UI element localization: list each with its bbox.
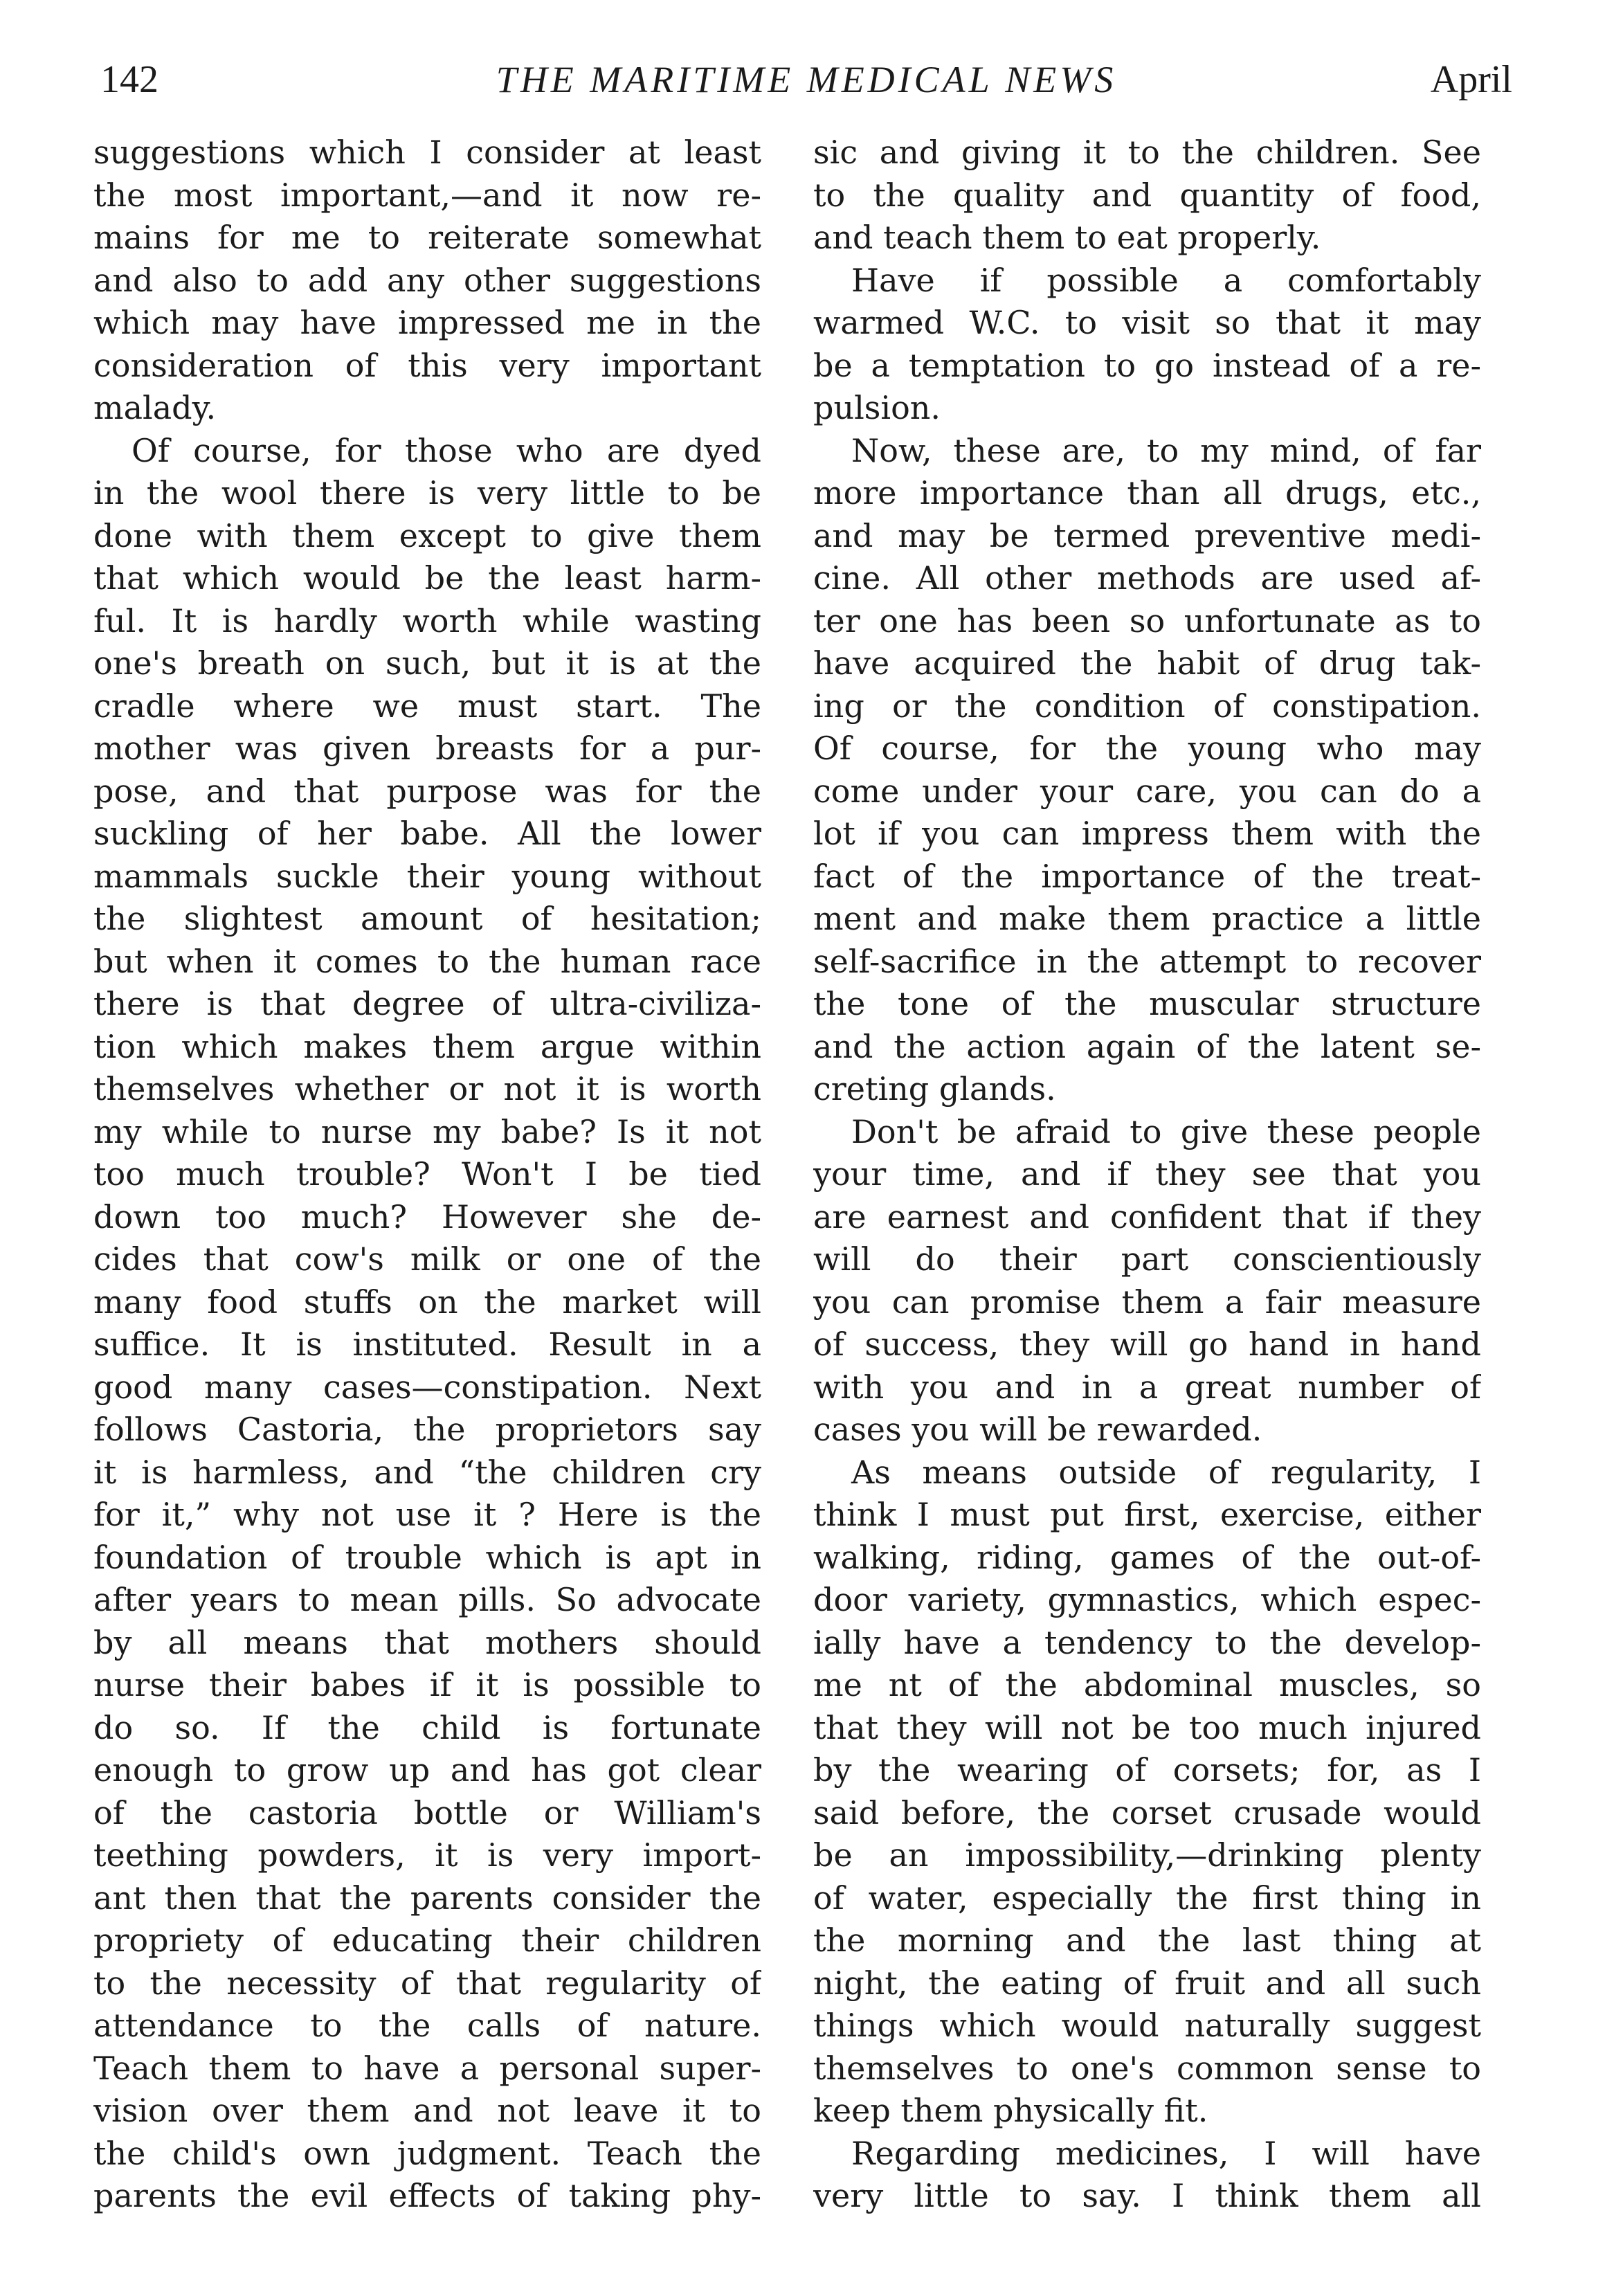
right-text-column xyxy=(813,132,1481,2218)
text-line: more importance than all drugs, etc., xyxy=(813,474,1481,512)
text-line: there is that degree of ultra-civiliza- xyxy=(93,985,761,1022)
text-line: but when it comes to the human race xyxy=(93,942,761,980)
text-line: malady. xyxy=(93,389,217,426)
text-line: mammals suckle their young without xyxy=(93,857,761,895)
text-line: and teach them to eat properly. xyxy=(813,219,1321,256)
text-line: good many cases—constipation. Next xyxy=(93,1368,761,1406)
text-line: nurse their babes if it is possible to xyxy=(93,1666,761,1703)
text-line: ant then that the parents consider the xyxy=(93,1879,761,1917)
text-line: tion which makes them argue within xyxy=(93,1027,761,1065)
text-line: that they will not be too much injured xyxy=(813,1708,1481,1746)
text-line: the child's own judgment. Teach the xyxy=(93,2134,761,2172)
text-line: you can promise them a fair measure xyxy=(813,1283,1481,1321)
text-line: be a temptation to go instead of a re- xyxy=(813,346,1481,384)
text-line: pulsion. xyxy=(813,389,941,426)
text-line: in the wool there is very little to be xyxy=(93,474,761,512)
text-line: Now, these are, to my mind, of far xyxy=(851,431,1481,469)
text-line: too much trouble? Won't I be tied xyxy=(93,1155,761,1193)
text-line: ing or the condition of constipation. xyxy=(813,687,1481,725)
text-line: cides that cow's milk or one of the xyxy=(93,1240,761,1278)
text-line: Regarding medicines, I will have xyxy=(851,2134,1481,2172)
text-line: consideration of this very important xyxy=(93,346,761,384)
text-line: of the castoria bottle or William's xyxy=(93,1793,761,1832)
text-line: and may be termed preventive medi- xyxy=(813,516,1481,554)
text-line: creting glands. xyxy=(813,1070,1056,1108)
text-line: to the quality and quantity of food, xyxy=(813,176,1481,214)
text-line: it is harmless, and “the children cry xyxy=(93,1453,761,1491)
text-line: for it,” why not use it ? Here is the xyxy=(93,1496,761,1533)
text-line: with you and in a great number of xyxy=(813,1368,1481,1406)
text-line: mains for me to reiterate somewhat xyxy=(93,219,761,256)
text-line: cradle where we must start. The xyxy=(93,687,761,725)
text-line: be an impossibility,—drinking plenty xyxy=(813,1836,1481,1874)
text-line: cine. All other methods are used af- xyxy=(813,559,1481,597)
text-line: self-sacrifice in the attempt to recover xyxy=(813,942,1481,980)
text-line: the morning and the last thing at xyxy=(813,1922,1481,1959)
text-line: door variety, gymnastics, which espec- xyxy=(813,1581,1481,1618)
text-line: cases you will be rewarded. xyxy=(813,1411,1262,1448)
text-line: that which would be the least harm- xyxy=(93,559,761,597)
text-line: by all means that mothers should xyxy=(93,1623,761,1661)
text-line: suggestions which I consider at least xyxy=(93,134,761,171)
text-line: one's breath on such, but it is at the xyxy=(93,644,761,682)
text-line: the slightest amount of hesitation; xyxy=(93,900,761,937)
text-line: suckling of her babe. All the lower xyxy=(93,815,761,852)
text-line: your time, and if they see that you xyxy=(813,1155,1481,1193)
text-line: vision over them and not leave it to xyxy=(93,2092,761,2129)
text-line: lot if you can impress them with the xyxy=(813,815,1481,852)
text-line: the tone of the muscular structure xyxy=(813,985,1481,1022)
text-line: walking, riding, games of the out-of- xyxy=(813,1538,1481,1576)
text-line: attendance to the calls of nature. xyxy=(93,2007,761,2044)
text-line: ially have a tendency to the develop- xyxy=(813,1623,1481,1661)
text-line: are earnest and confident that if they xyxy=(813,1197,1481,1236)
text-line: mother was given breasts for a pur- xyxy=(93,730,761,767)
text-line: pose, and that purpose was for the xyxy=(93,772,761,810)
text-line: Have if possible a comfortably xyxy=(851,261,1481,299)
text-line: will do their part conscientiously xyxy=(813,1240,1481,1278)
text-line: to the necessity of that regularity of xyxy=(93,1964,761,2002)
text-line: think I must put first, exercise, either xyxy=(813,1496,1481,1533)
text-line: themselves to one's common sense to xyxy=(813,2049,1481,2087)
text-line: enough to grow up and has got clear xyxy=(93,1751,761,1789)
text-line: ter one has been so unfortunate as to xyxy=(813,602,1481,640)
text-line: Teach them to have a personal super- xyxy=(93,2049,761,2087)
text-line: of success, they will go hand in hand xyxy=(813,1326,1481,1363)
text-line: many food stuffs on the market will xyxy=(93,1283,761,1321)
text-line: propriety of educating their children xyxy=(93,1922,761,1959)
text-line: Of course, for the young who may xyxy=(813,730,1481,767)
text-line: parents the evil effects of taking phy- xyxy=(93,2177,761,2214)
text-line: said before, the corset crusade would xyxy=(813,1793,1481,1832)
text-line: fact of the importance of the treat- xyxy=(813,857,1481,895)
text-line: ful. It is hardly worth while wasting xyxy=(93,602,761,640)
journal-title: THE MARITIME MEDICAL NEWS xyxy=(496,59,1117,100)
text-line: the most important,—and it now re- xyxy=(93,176,761,214)
text-line: follows Castoria, the proprietors say xyxy=(93,1411,761,1448)
text-line: of water, especially the first thing in xyxy=(813,1879,1481,1917)
text-line: after years to mean pills. So advocate xyxy=(93,1581,761,1618)
left-text-column xyxy=(93,132,761,2218)
text-line: themselves whether or not it is worth xyxy=(93,1070,761,1108)
text-line: keep them physically fit. xyxy=(813,2092,1208,2129)
text-line: sic and giving it to the children. See xyxy=(813,134,1481,171)
page-header xyxy=(100,55,1512,118)
text-line: teething powders, it is very import- xyxy=(93,1836,761,1874)
text-line: have acquired the habit of drug tak- xyxy=(813,644,1481,682)
text-line: my while to nurse my babe? Is it not xyxy=(93,1112,761,1150)
text-line: by the wearing of corsets; for, as I xyxy=(813,1751,1481,1789)
text-line: me nt of the abdominal muscles, so xyxy=(813,1666,1481,1703)
text-line: Of course, for those who are dyed xyxy=(132,431,761,469)
text-line: warmed W.C. to visit so that it may xyxy=(813,304,1481,341)
text-line: foundation of trouble which is apt in xyxy=(93,1538,761,1576)
text-line: Don't be afraid to give these people xyxy=(851,1112,1481,1150)
text-line: and the action again of the latent se- xyxy=(813,1027,1481,1065)
text-line: down too much? However she de- xyxy=(93,1197,761,1236)
text-line: night, the eating of fruit and all such xyxy=(813,1964,1481,2002)
text-line: do so. If the child is fortunate xyxy=(93,1708,761,1746)
issue-month: April xyxy=(1430,58,1512,101)
page-number: 142 xyxy=(100,58,158,101)
text-line: As means outside of regularity, I xyxy=(851,1453,1481,1491)
text-line: very little to say. I think them all xyxy=(813,2177,1481,2214)
text-line: done with them except to give them xyxy=(93,516,761,554)
text-line: suffice. It is instituted. Result in a xyxy=(93,1326,761,1363)
text-line: ment and make them practice a little xyxy=(813,900,1481,937)
text-line: things which would naturally suggest xyxy=(813,2007,1481,2044)
text-line: which may have impressed me in the xyxy=(93,304,761,341)
text-line: come under your care, you can do a xyxy=(813,772,1481,810)
text-line: and also to add any other suggestions xyxy=(93,261,761,299)
